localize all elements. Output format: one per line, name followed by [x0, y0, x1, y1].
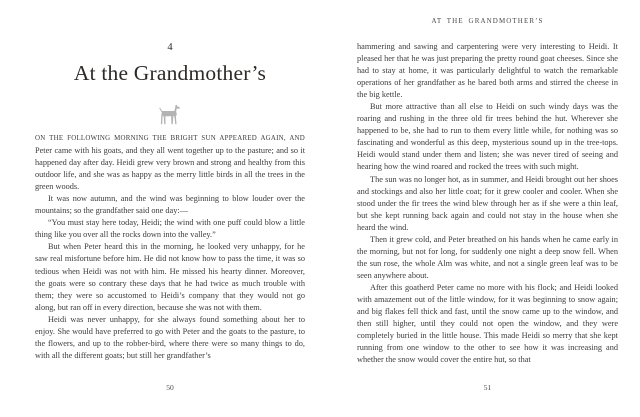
right-page-body: [357, 41, 618, 366]
left-page: [35, 0, 305, 417]
paragraph: Heidi was never unhappy, for she always found something about her to enjoy. She would have preferred to go with Peter and the goats to the pasture, to the flowers, and up to the robber-bird, where there were so many things to do, with all the different goats; but still her grandfather’s: [35, 314, 305, 360]
page-number-right: 51: [483, 383, 492, 392]
paragraph: The sun was no longer hot, as in summer, and Heidi brought out her shoes and stockings and also her little coat; for it grew cooler and cooler. When she stood under the fir trees the wind blew through her as if she were a thin leaf, but she kept running back again and could not stay in the house when she heard the wind.: [357, 174, 618, 232]
paragraph: But more attractive than all else to Heidi on such windy days was the roaring and rushing in the three old fir trees behind the hut. Wherever she happened to be, she had to run to them every little while, for nothing was so fascinating and wonderful as this deep, mysterious sound up in the tree-tops. Heidi would stand under them and listen; she was never tired of seeing and hearing how the wind roared and rocked the trees with such might.: [357, 102, 618, 172]
paragraph: It was now autumn, and the wind was beginning to blow louder over the mountains; so the grandfather said one day:—: [35, 194, 305, 216]
left-page-body: [35, 132, 305, 362]
paragraph-text: Peter came with his goats, and they all went together up to the pasture; and so it happened day after day. Heidi grew very brown and strong and healthy from this outdoor life, and she was as happy as the merry little birds in all the trees in the green woods.: [35, 146, 305, 192]
chapter-title: At the Grandmother’s: [73, 61, 267, 85]
paragraph: But when Peter heard this in the morning, he looked very unhappy, for he saw real misfortune before him. He did not know how to pass the time, it was so tedious when Heidi was not with him. He missed his hearty dinner. Moreover, the goats were so contrary these days that he had twice as much trouble with them; they were so accustomed to Heidi’s company that they would not go along, but ran off in every direction, because she was not with them.: [35, 242, 305, 312]
paragraph: After this goatherd Peter came no more with his flock; and Heidi looked with amazement out of the little window, for it was beginning to snow again; and big flakes fell thick and fast, until the snow came up to the window, and then still higher, until they could not open the window, and they were completely buried in the little house. This made Heidi so merry that she kept running from one window to the other to see how it was increasing and whether the snow would cover the entire hut, so that: [357, 282, 618, 365]
opening-caps: ON THE FOLLOWING MORNING THE BRIGHT SUN APPEARED AGAIN, AND: [35, 135, 305, 142]
paragraph: hammering and sawing and carpentering were very interesting to Heidi. It pleased her that he was just preparing the pretty round goat cheeses. Since she had to stay at home, it was particularly delightful to watch the remarkable operations of her grandfather as he bared both arms and stirred the cheese in the big kettle.: [357, 42, 618, 100]
running-header: AT THE GRANDMOTHER’S: [431, 17, 544, 25]
chapter-number: 4: [167, 42, 173, 53]
paragraph: Then it grew cold, and Peter breathed on his hands when he came early in the morning, but not for long, for suddenly one night a deep snow fell. When the sun rose, the whole Alm was white, and not a single green leaf was to be seen anywhere about.: [357, 234, 618, 280]
right-page: [357, 0, 618, 417]
paragraph: [35, 132, 305, 193]
paragraph: “You must stay here today, Heidi; the wind with one puff could blow a little thing like you over all the rocks down into the valley.”: [35, 218, 305, 240]
goat-ornament-icon: [35, 104, 305, 125]
page-number-left: 50: [166, 383, 174, 392]
